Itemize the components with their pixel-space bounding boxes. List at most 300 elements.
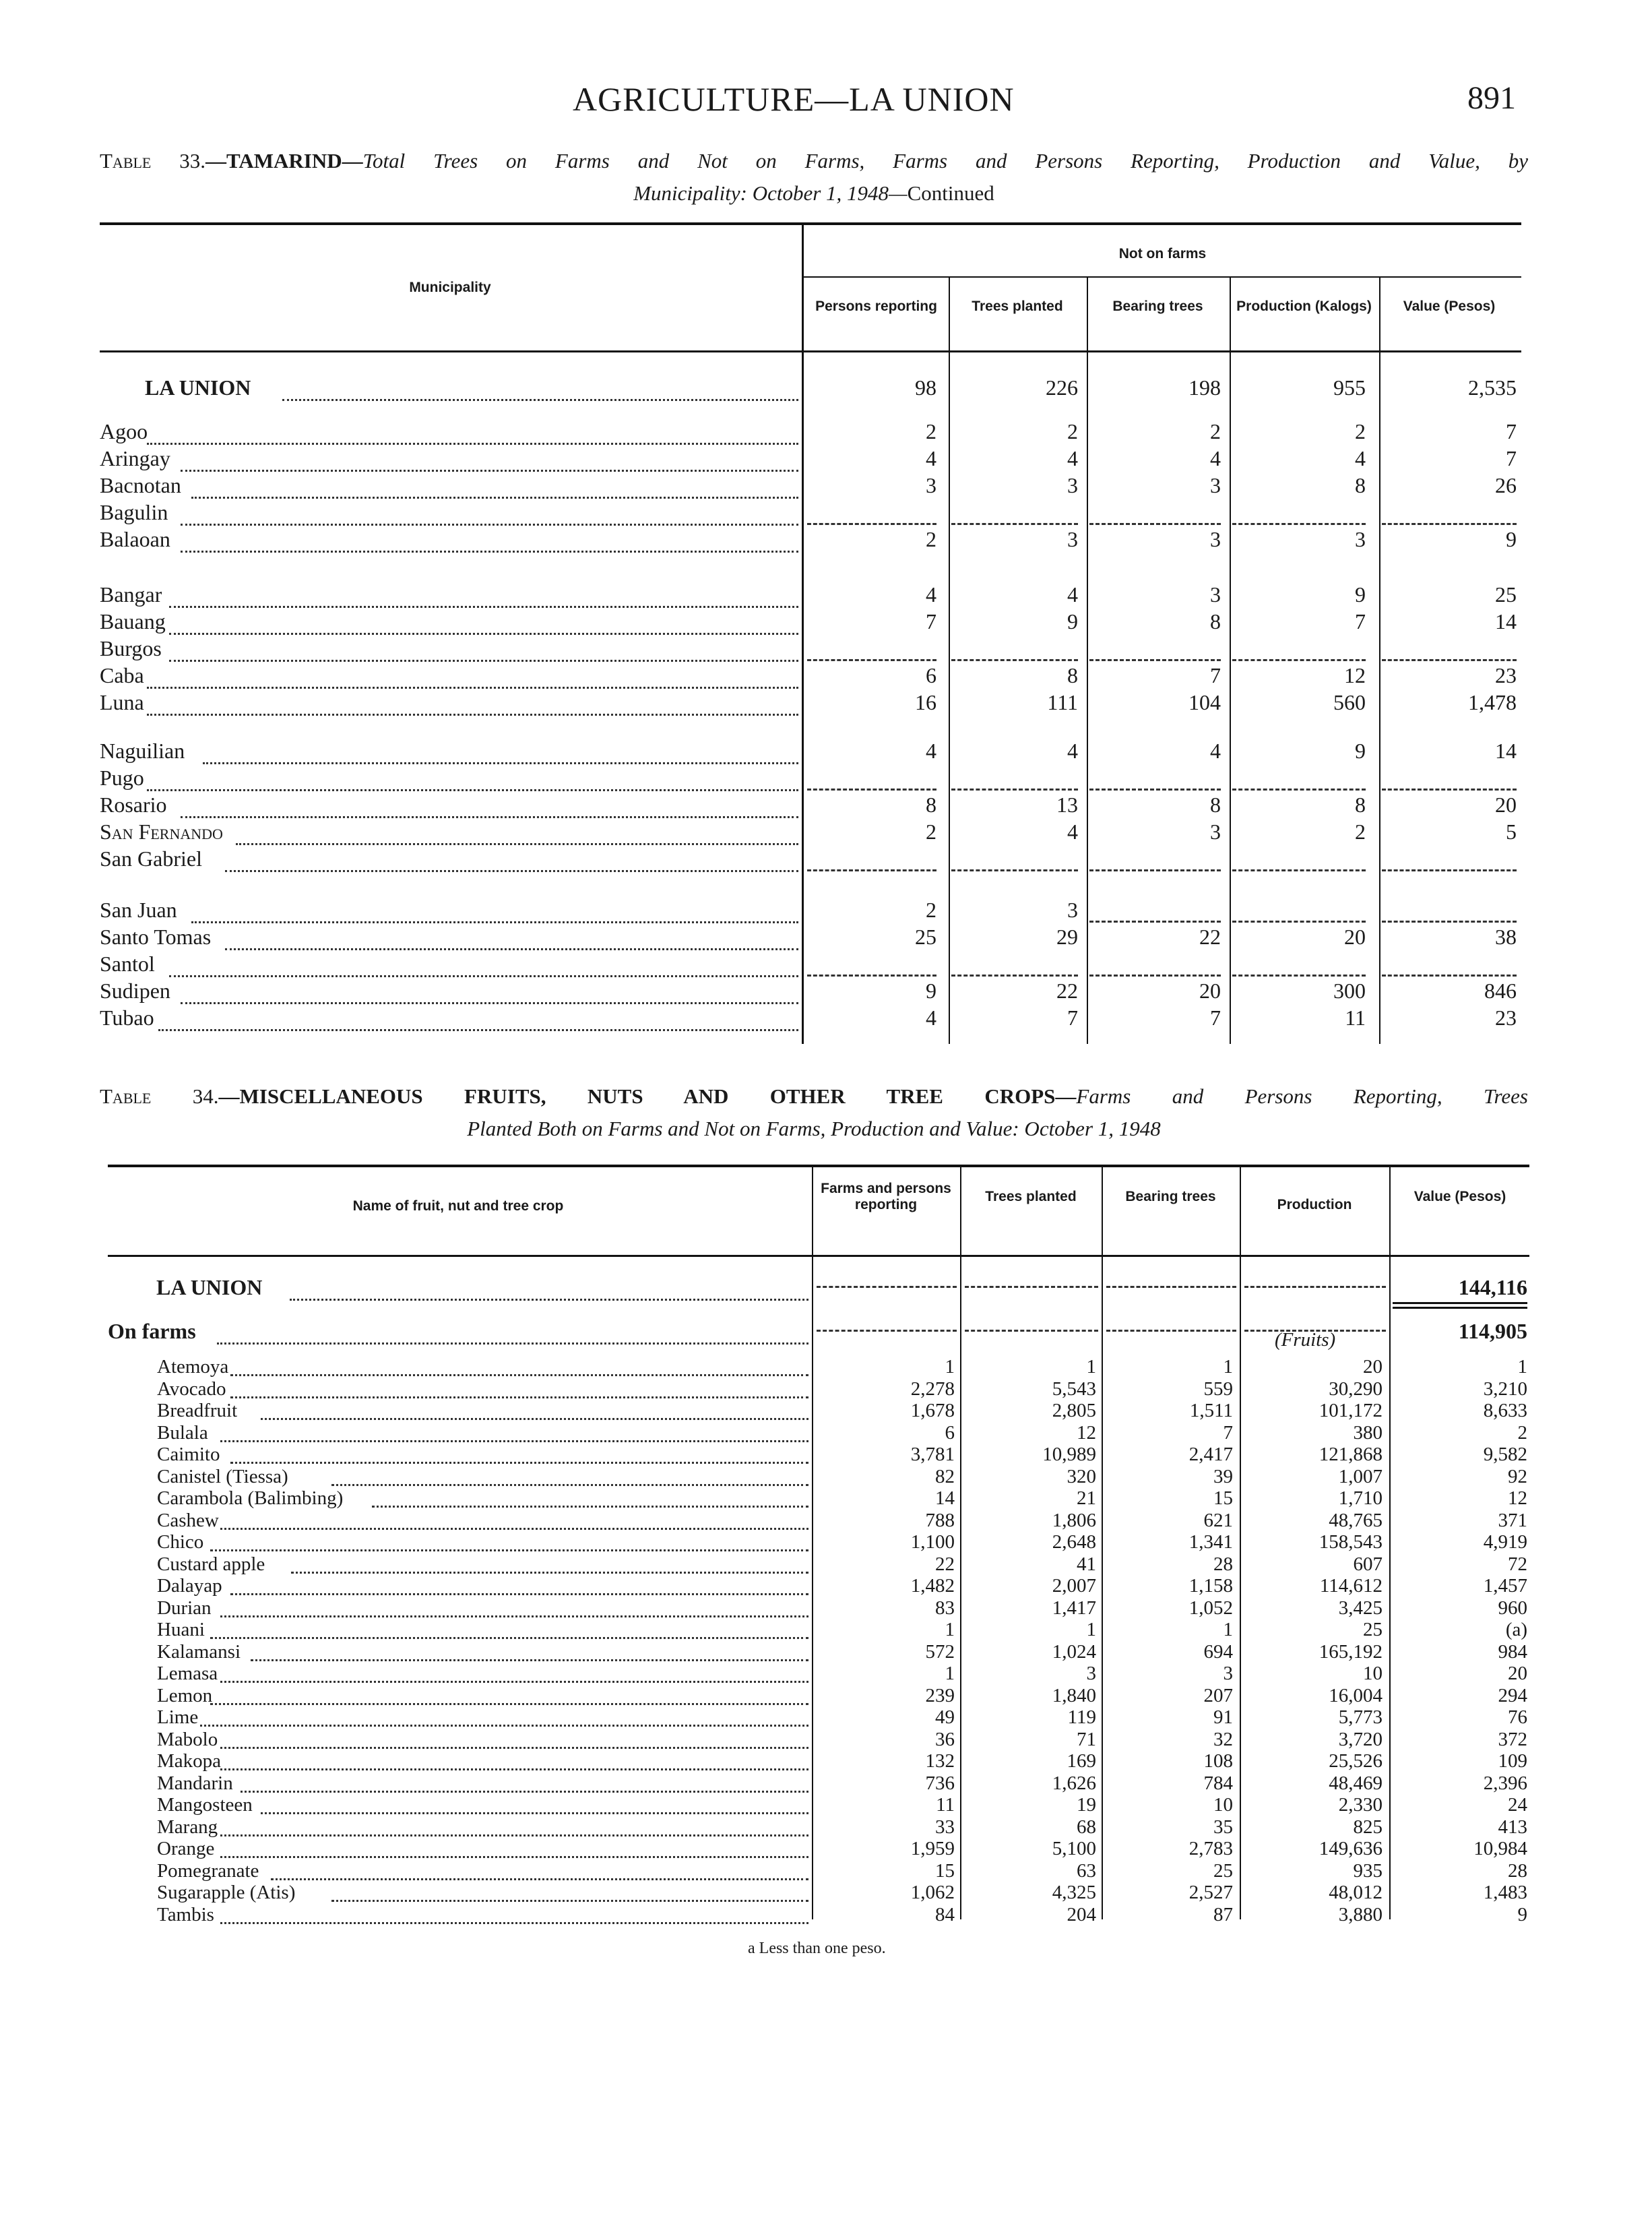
empty-cell xyxy=(1232,921,1366,923)
table34-cell: 694 xyxy=(1203,1640,1233,1663)
empty-cell xyxy=(1232,869,1366,871)
table33-title: —TAMARIND— xyxy=(205,149,363,173)
leader-dots xyxy=(220,1422,808,1442)
table34-cell: 68 xyxy=(1077,1816,1096,1838)
table33-cell: 9 xyxy=(1355,582,1366,607)
leader-dots xyxy=(181,977,798,1004)
table33-cell: 12 xyxy=(1344,663,1366,687)
leader-dots xyxy=(220,1663,808,1683)
table33-cell: 4 xyxy=(1067,582,1078,607)
table33-cell: 560 xyxy=(1333,690,1366,714)
table34-cell: 371 xyxy=(1498,1509,1527,1531)
crop-name: Makopa xyxy=(157,1750,222,1772)
table34-footnote: a Less than one peso. xyxy=(748,1940,886,1957)
table34-total-underline xyxy=(1393,1302,1527,1304)
table33-cell: 16 xyxy=(915,690,936,714)
table34-cell: 22 xyxy=(935,1553,955,1575)
table33-cell: 226 xyxy=(1046,375,1078,400)
municipality-name: Luna xyxy=(100,690,144,714)
table34-title: —MISCELLANEOUS FRUITS, NUTS AND OTHER TREE CROPS— xyxy=(218,1084,1077,1108)
table33-total-row xyxy=(0,374,1652,401)
table33-cell: 2 xyxy=(926,820,936,844)
table34-total-value: 144,116 xyxy=(1458,1275,1527,1299)
empty-cell xyxy=(1089,975,1221,977)
table34-cell: 24 xyxy=(1508,1794,1527,1816)
table34-cell: 101,172 xyxy=(1319,1400,1383,1421)
table34-onfarms-value: 114,905 xyxy=(1458,1319,1527,1343)
leader-dots xyxy=(181,445,798,472)
table34-cell: 48,012 xyxy=(1329,1882,1383,1903)
empty-cell xyxy=(965,1330,1098,1332)
table34-cell: 10 xyxy=(1363,1663,1383,1684)
table34-caption xyxy=(100,1080,1528,1145)
table34-cell: 32 xyxy=(1213,1728,1233,1750)
table34-row xyxy=(0,1904,1652,1925)
table33-row xyxy=(0,445,1652,472)
table33-subtitle-1: Total Trees on Farms and Not on Farms, Farms and Persons Reporting, Production and Value, by xyxy=(362,149,1528,173)
table33-row xyxy=(0,662,1652,689)
table34-cell: 1,511 xyxy=(1189,1400,1233,1421)
table33-label: Table 33. xyxy=(100,149,205,173)
empty-cell xyxy=(1232,659,1366,661)
table34-cell: 169 xyxy=(1067,1750,1096,1772)
leader-dots xyxy=(147,764,798,791)
table33-caption xyxy=(100,145,1528,210)
empty-cell xyxy=(1382,921,1517,923)
table33-top-rule xyxy=(100,222,1521,225)
municipality-name: Naguilian xyxy=(100,739,185,763)
table34-cell: 3,425 xyxy=(1338,1597,1383,1619)
crop-name: Durian xyxy=(157,1597,212,1619)
table33-cell: 4 xyxy=(926,1006,936,1030)
leader-dots xyxy=(225,923,798,950)
table33-cell: 4 xyxy=(926,739,936,763)
table34-cell: 91 xyxy=(1213,1706,1233,1728)
table33-row xyxy=(0,581,1652,608)
table33-cell: 2,535 xyxy=(1468,375,1517,400)
table33-row xyxy=(0,526,1652,553)
leader-dots xyxy=(230,1378,808,1398)
table34-top-rule xyxy=(108,1165,1529,1167)
table34-cell: 25 xyxy=(1213,1859,1233,1882)
leader-dots xyxy=(236,818,798,845)
table33-cell: 3 xyxy=(1210,527,1221,551)
empty-cell xyxy=(951,789,1078,791)
table34-cell: 165,192 xyxy=(1319,1640,1383,1663)
table34-cell: 109 xyxy=(1498,1750,1527,1772)
table33-cell: 300 xyxy=(1333,979,1366,1003)
table33-row xyxy=(0,418,1652,445)
municipality-name: Agoo xyxy=(100,419,148,443)
crop-name: Cashew xyxy=(157,1509,219,1531)
table33-row xyxy=(0,472,1652,499)
crop-name: Bulala xyxy=(157,1421,208,1444)
table34-cell: 5,100 xyxy=(1052,1838,1096,1859)
table33-cell: 9 xyxy=(1355,739,1366,763)
table33-cell: 4 xyxy=(926,582,936,607)
table34-cell: 1 xyxy=(945,1619,955,1640)
table33-cell: 9 xyxy=(1067,609,1078,634)
table34-onfarms-row xyxy=(0,1318,1652,1345)
table34-row xyxy=(0,1729,1652,1750)
table33-cell: 3 xyxy=(1355,527,1366,551)
crop-name: Lime xyxy=(157,1706,199,1728)
leader-dots xyxy=(220,1838,808,1858)
municipality-name: San Gabriel xyxy=(100,846,202,871)
table33-row xyxy=(0,791,1652,818)
table33-row xyxy=(0,950,1652,977)
table34-cell: 2 xyxy=(1517,1421,1527,1444)
table34-row xyxy=(0,1378,1652,1400)
leader-dots xyxy=(290,1274,808,1301)
table33-cell: 4 xyxy=(1067,446,1078,470)
table33-cell: 8 xyxy=(926,793,936,817)
leader-dots xyxy=(261,1400,808,1420)
crop-name: Pomegranate xyxy=(157,1859,259,1882)
leader-dots xyxy=(251,1641,808,1661)
table33-cell: 2 xyxy=(1067,419,1078,443)
table34-cell: 1,417 xyxy=(1052,1597,1096,1619)
leader-dots xyxy=(203,737,798,764)
table34-cell: (a) xyxy=(1505,1619,1527,1640)
table34-row xyxy=(0,1553,1652,1575)
table33-cell: 8 xyxy=(1210,793,1221,817)
table34-cell: 935 xyxy=(1353,1859,1383,1882)
table34-cell: 1,482 xyxy=(910,1575,955,1597)
leader-dots xyxy=(220,1816,808,1836)
table33-cell: 14 xyxy=(1495,739,1517,763)
table33-cell: 3 xyxy=(926,473,936,497)
table34-cell: 48,469 xyxy=(1329,1772,1383,1794)
table34-cell: 1,626 xyxy=(1052,1772,1096,1794)
empty-cell xyxy=(1382,789,1517,791)
table34-cell: 4,919 xyxy=(1483,1531,1527,1553)
table34-cell: 1 xyxy=(1086,1619,1096,1640)
table34-cell: 15 xyxy=(935,1859,955,1882)
table33-cell: 7 xyxy=(1210,663,1221,687)
table33-col-production: Production (Kalogs) xyxy=(1236,299,1372,314)
table34-cell: 4,325 xyxy=(1052,1882,1096,1903)
table33-cell: 7 xyxy=(1355,609,1366,634)
table33-cell: 25 xyxy=(1495,582,1517,607)
leader-dots xyxy=(191,896,798,923)
leader-dots xyxy=(230,1356,808,1376)
leader-dots xyxy=(282,374,798,401)
leader-dots xyxy=(200,1706,808,1727)
empty-cell xyxy=(1089,789,1221,791)
empty-cell xyxy=(1106,1286,1236,1288)
table33-cell: 7 xyxy=(1210,1006,1221,1030)
table33-cell: 4 xyxy=(1067,739,1078,763)
table33-cell: 8 xyxy=(1210,609,1221,634)
table34-col-value: Value (Pesos) xyxy=(1413,1189,1506,1204)
table34-cell: 1,806 xyxy=(1052,1509,1096,1531)
table34-cell: 1,710 xyxy=(1338,1487,1383,1509)
table34-row xyxy=(0,1750,1652,1772)
leader-dots xyxy=(181,526,798,553)
table33-cell: 5 xyxy=(1506,820,1517,844)
table34-cell: 25,526 xyxy=(1329,1750,1383,1772)
table34-cell: 1,100 xyxy=(910,1531,955,1553)
table34-col-bearing: Bearing trees xyxy=(1125,1189,1216,1204)
table33-cell: 7 xyxy=(1506,446,1517,470)
table34-cell: 10,984 xyxy=(1473,1838,1527,1859)
table34-cell: 1 xyxy=(1517,1356,1527,1378)
table34-cell: 784 xyxy=(1203,1772,1233,1794)
table34-cell: 3 xyxy=(1223,1663,1233,1684)
table34-cell: 1,024 xyxy=(1052,1640,1096,1663)
table33-cell: 3 xyxy=(1210,582,1221,607)
table34-cell: 10,989 xyxy=(1042,1444,1096,1465)
table33-cell: 7 xyxy=(1506,419,1517,443)
table33-cell: 2 xyxy=(1210,419,1221,443)
table34-row xyxy=(0,1685,1652,1706)
table34-cell: 71 xyxy=(1077,1728,1096,1750)
leader-dots xyxy=(181,791,798,818)
table34-cell: 36 xyxy=(935,1728,955,1750)
table34-row xyxy=(0,1816,1652,1838)
empty-cell xyxy=(951,975,1078,977)
table33-cell: 22 xyxy=(1056,979,1078,1003)
table33-stub-header: Municipality xyxy=(409,280,491,295)
crop-name: Canistel (Tiessa) xyxy=(157,1465,288,1487)
table34-cell: 6 xyxy=(945,1421,955,1444)
table33-cell: 14 xyxy=(1495,609,1517,634)
table34-cell: 204 xyxy=(1067,1903,1096,1925)
crop-name: Custard apple xyxy=(157,1553,265,1575)
table34-cell: 2,007 xyxy=(1052,1575,1096,1597)
table33-cell: 20 xyxy=(1344,925,1366,949)
table33-cell: 2 xyxy=(926,527,936,551)
table33-cell: 6 xyxy=(926,663,936,687)
municipality-name: Bauang xyxy=(100,609,166,634)
table33-cell: 2 xyxy=(1355,820,1366,844)
table33-cell: 8 xyxy=(1355,793,1366,817)
table34-cell: 84 xyxy=(935,1903,955,1925)
leader-dots xyxy=(217,1318,808,1345)
crop-name: Mandarin xyxy=(157,1772,233,1794)
table34-cell: 984 xyxy=(1498,1640,1527,1663)
table33-col-trees: Trees planted xyxy=(972,299,1063,314)
table34-subtitle-2: Planted Both on Farms and Not on Farms, Production and Value: October 1, 1948 xyxy=(467,1117,1161,1140)
crop-name: Tambis xyxy=(157,1903,214,1925)
leader-dots xyxy=(210,1531,808,1551)
table33-cell: 25 xyxy=(915,925,936,949)
table33-cell: 4 xyxy=(1210,739,1221,763)
table33-cell: 1,478 xyxy=(1468,690,1517,714)
table33-cell: 8 xyxy=(1355,473,1366,497)
table34-cell: 28 xyxy=(1213,1553,1233,1575)
table33-row xyxy=(0,977,1652,1004)
leader-dots xyxy=(147,418,798,445)
table34-cell: 48,765 xyxy=(1329,1509,1383,1531)
table34-cell: 1,483 xyxy=(1483,1882,1527,1903)
leader-dots xyxy=(225,845,798,872)
table33-group-rule xyxy=(804,276,1521,278)
empty-cell xyxy=(1382,869,1517,871)
municipality-name: Bagulin xyxy=(100,500,168,524)
table34-cell: 7 xyxy=(1223,1421,1233,1444)
table34-row xyxy=(0,1400,1652,1421)
leader-dots xyxy=(220,1729,808,1749)
table33-row xyxy=(0,499,1652,526)
table33-row xyxy=(0,635,1652,662)
table34-cell: 3 xyxy=(1086,1663,1096,1684)
table34-cell: 9,582 xyxy=(1483,1444,1527,1465)
empty-cell xyxy=(951,659,1078,661)
table33-row xyxy=(0,923,1652,950)
table33-cell: 104 xyxy=(1188,690,1221,714)
table34-row xyxy=(0,1444,1652,1465)
leader-dots xyxy=(261,1794,808,1814)
table34-cell: 63 xyxy=(1077,1859,1096,1882)
table34-cell: 108 xyxy=(1203,1750,1233,1772)
table34-cell: 5,773 xyxy=(1338,1706,1383,1728)
table34-cell: 2,396 xyxy=(1483,1772,1527,1794)
table33-col-persons: Persons reporting xyxy=(815,299,937,314)
table34-onfarms-name: On farms xyxy=(108,1319,196,1343)
municipality-name: Santol xyxy=(100,952,155,976)
table33-cell: 3 xyxy=(1210,473,1221,497)
table34-cell: 1,341 xyxy=(1188,1531,1233,1553)
municipality-name: Balaoan xyxy=(100,527,170,551)
table34-cell: 19 xyxy=(1077,1794,1096,1816)
table34-row xyxy=(0,1466,1652,1487)
table33-cell: 3 xyxy=(1210,820,1221,844)
table34-cell: 39 xyxy=(1213,1465,1233,1487)
table34-cell: 2,330 xyxy=(1338,1794,1383,1816)
table34-cell: 2,417 xyxy=(1188,1444,1233,1465)
table34-cell: 1,062 xyxy=(910,1882,955,1903)
table34-cell: 559 xyxy=(1203,1378,1233,1400)
table34-cell: 294 xyxy=(1498,1684,1527,1706)
leader-dots xyxy=(169,950,798,977)
page-running-title: AGRICULTURE—LA UNION xyxy=(573,80,1015,118)
table34-row xyxy=(0,1663,1652,1684)
leader-dots xyxy=(220,1510,808,1530)
table34-row xyxy=(0,1706,1652,1728)
table34-cell: 35 xyxy=(1213,1816,1233,1838)
table34-cell: 72 xyxy=(1508,1553,1527,1575)
table34-total-name: LA UNION xyxy=(156,1275,263,1299)
table33-cell: 7 xyxy=(1067,1006,1078,1030)
table34-cell: 2,527 xyxy=(1188,1882,1233,1903)
table34-row xyxy=(0,1794,1652,1816)
table33-row xyxy=(0,896,1652,923)
table34-cell: 825 xyxy=(1353,1816,1383,1838)
table33-cell: 23 xyxy=(1495,663,1517,687)
table34-cell: 10 xyxy=(1213,1794,1233,1816)
empty-cell xyxy=(1232,789,1366,791)
table34-cell: 2,278 xyxy=(910,1378,955,1400)
leader-dots xyxy=(181,499,798,526)
table34-cell: 1 xyxy=(1086,1356,1096,1378)
table34-cell: 736 xyxy=(925,1772,955,1794)
table33-cell: 846 xyxy=(1484,979,1517,1003)
table34-row xyxy=(0,1838,1652,1859)
empty-cell xyxy=(1089,523,1221,525)
table34-cell: 5,543 xyxy=(1052,1378,1096,1400)
table33-cell: 4 xyxy=(1355,446,1366,470)
leader-dots xyxy=(271,1860,808,1880)
table34-cell: 15 xyxy=(1213,1487,1233,1509)
table34-cell: 83 xyxy=(935,1597,955,1619)
crop-name: Dalayap xyxy=(157,1575,222,1597)
table33-col-bearing: Bearing trees xyxy=(1112,299,1203,314)
leader-dots xyxy=(220,1597,808,1617)
table34-cell: 2,648 xyxy=(1052,1531,1096,1553)
table34-header-rule xyxy=(108,1255,1529,1257)
table33-col-value: Value (Pesos) xyxy=(1403,299,1496,314)
table33-cell: 9 xyxy=(926,979,936,1003)
table34-cell: 607 xyxy=(1353,1553,1383,1575)
table33-group-header: Not on farms xyxy=(1118,246,1207,261)
empty-cell xyxy=(1106,1330,1236,1332)
leader-dots xyxy=(147,689,798,716)
table34-cell: 2,783 xyxy=(1188,1838,1233,1859)
table34-cell: 1 xyxy=(945,1663,955,1684)
table34-row xyxy=(0,1860,1652,1882)
table34-cell: 12 xyxy=(1077,1421,1096,1444)
empty-cell xyxy=(965,1286,1098,1288)
table34-row xyxy=(0,1619,1652,1640)
leader-dots xyxy=(169,635,798,662)
table34-row xyxy=(0,1531,1652,1553)
table34-cell: 16,004 xyxy=(1329,1684,1383,1706)
table33-cell: 2 xyxy=(926,898,936,922)
municipality-name: Sudipen xyxy=(100,979,170,1003)
municipality-name: Aringay xyxy=(100,446,170,470)
municipality-name: Santo Tomas xyxy=(100,925,212,949)
table33-cell: 23 xyxy=(1495,1006,1517,1030)
empty-cell xyxy=(1232,975,1366,977)
table34-cell: 14 xyxy=(935,1487,955,1509)
table34-cell: 132 xyxy=(925,1750,955,1772)
table34-cell: 9 xyxy=(1517,1903,1527,1925)
table34-cell: 621 xyxy=(1203,1509,1233,1531)
table33-row xyxy=(0,608,1652,635)
empty-cell xyxy=(1089,921,1221,923)
table34-subtitle-1: Farms and Persons Reporting, Trees xyxy=(1076,1084,1528,1108)
empty-cell xyxy=(1244,1286,1386,1288)
municipality-name: San Fernando xyxy=(100,820,223,844)
table34-cell: 158,543 xyxy=(1319,1531,1383,1553)
table34-row xyxy=(0,1882,1652,1903)
table34-cell: 1,158 xyxy=(1188,1575,1233,1597)
table34-cell: 28 xyxy=(1508,1859,1527,1882)
table34-cell: 149,636 xyxy=(1319,1838,1383,1859)
table33-subtitle-2: Municipality: October 1, 1948— xyxy=(633,181,908,205)
municipality-name: LA UNION xyxy=(145,375,251,400)
table34-row xyxy=(0,1510,1652,1531)
table34-cell: 1 xyxy=(945,1356,955,1378)
crop-name: Huani xyxy=(157,1619,205,1640)
empty-cell xyxy=(1382,975,1517,977)
table34-production-unit: (Fruits) xyxy=(1275,1329,1336,1351)
leader-dots xyxy=(220,1750,808,1770)
municipality-name: Bacnotan xyxy=(100,473,181,497)
empty-cell xyxy=(817,1330,957,1332)
table34-col-farms: Farms and persons reporting xyxy=(821,1181,951,1212)
table34-cell: 239 xyxy=(925,1684,955,1706)
crop-name: Mangosteen xyxy=(157,1794,253,1816)
table34-col-trees: Trees planted xyxy=(985,1189,1077,1204)
empty-cell xyxy=(1089,869,1221,871)
table33-cell: 13 xyxy=(1056,793,1078,817)
leader-dots xyxy=(191,472,798,499)
table33-cell: 4 xyxy=(1210,446,1221,470)
crop-name: Marang xyxy=(157,1816,218,1838)
